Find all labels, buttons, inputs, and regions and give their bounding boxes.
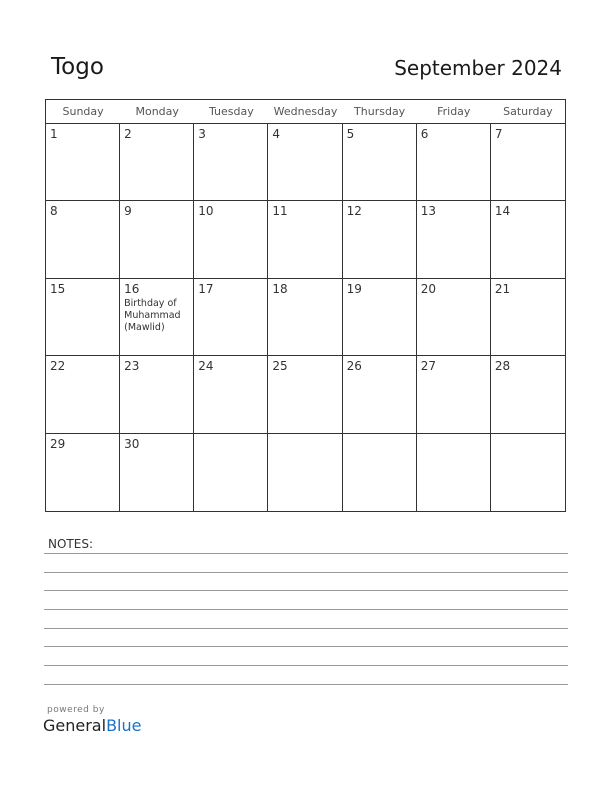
day-cell	[194, 201, 268, 278]
weekday-header: Monday	[120, 100, 194, 124]
day-cell	[343, 201, 417, 278]
day-cell	[268, 356, 342, 433]
day-number: 11	[272, 204, 288, 219]
day-cell	[46, 124, 120, 201]
day-number: 25	[272, 359, 288, 374]
day-cell	[194, 434, 268, 511]
day-number: 7	[494, 127, 503, 141]
weekday-header: Wednesday	[268, 100, 342, 124]
day-cell	[194, 124, 268, 201]
day-cell	[491, 356, 565, 433]
logo-blue: Blue	[106, 716, 142, 735]
day-number: 10	[198, 204, 214, 219]
note-line	[44, 590, 568, 591]
day-cell	[417, 279, 491, 356]
weekday-header: Saturday	[491, 100, 565, 124]
day-cell	[46, 434, 120, 511]
day-number: 14	[494, 204, 511, 219]
day-cell	[194, 279, 268, 356]
day-number: 15	[50, 281, 66, 296]
notes-label: NOTES:	[48, 537, 93, 551]
day-number: 22	[50, 359, 66, 374]
day-cell	[120, 124, 194, 201]
day-number: 27	[420, 359, 436, 374]
weekday-header: Friday	[417, 100, 491, 124]
day-number: 9	[124, 204, 132, 219]
day-cell	[417, 124, 491, 201]
note-line	[44, 646, 568, 647]
holiday-event: Birthday of Muhammad (Mawlid)	[124, 297, 181, 333]
day-number: 21	[494, 281, 511, 296]
day-cell	[417, 434, 491, 511]
day-number: 30	[124, 436, 140, 451]
note-line	[44, 609, 568, 610]
weekday-header: Sunday	[46, 100, 120, 124]
day-number: 23	[124, 359, 140, 374]
day-number: 28	[494, 359, 511, 374]
day-cell	[46, 356, 120, 433]
day-number: 8	[50, 204, 58, 219]
day-number: 24	[198, 359, 214, 374]
day-number: 4	[272, 127, 281, 141]
note-line	[44, 628, 568, 629]
month-year-title: September 2024	[394, 56, 562, 80]
day-number: 5	[346, 127, 355, 141]
day-number: 1	[50, 127, 58, 141]
day-number: 3	[198, 127, 206, 141]
day-cell	[194, 356, 268, 433]
note-line	[44, 665, 568, 666]
day-number: 20	[420, 281, 436, 296]
note-line	[44, 572, 568, 573]
day-number: 6	[420, 127, 429, 141]
day-number: 19	[346, 281, 362, 296]
day-cell	[46, 201, 120, 278]
day-number: 13	[420, 204, 436, 219]
calendar-grid	[45, 99, 566, 512]
day-number: 16	[124, 281, 140, 296]
day-cell	[46, 279, 120, 356]
generalblue-logo	[43, 716, 141, 735]
day-cell	[343, 279, 417, 356]
day-number: 2	[124, 127, 132, 141]
day-cell	[120, 279, 194, 356]
day-cell	[268, 279, 342, 356]
day-cell	[491, 279, 565, 356]
day-cell	[120, 201, 194, 278]
powered-by-text: powered by	[47, 705, 105, 715]
weekday-header: Thursday	[343, 100, 417, 124]
day-cell	[343, 124, 417, 201]
day-number: 18	[272, 281, 288, 296]
day-number: 29	[50, 436, 66, 451]
day-cell	[268, 201, 342, 278]
day-cell	[417, 356, 491, 433]
day-number: 12	[346, 204, 362, 219]
day-number: 26	[346, 359, 362, 374]
weekday-header: Tuesday	[194, 100, 268, 124]
country-title: Togo	[51, 54, 104, 80]
day-number: 17	[198, 281, 214, 296]
note-line	[44, 553, 568, 554]
day-cell	[343, 356, 417, 433]
day-cell	[120, 356, 194, 433]
day-cell	[343, 434, 417, 511]
day-cell	[417, 201, 491, 278]
day-cell	[268, 434, 342, 511]
day-cell	[491, 124, 565, 201]
note-line	[44, 684, 568, 685]
logo-general: General	[43, 716, 107, 735]
day-cell	[120, 434, 194, 511]
day-cell	[268, 124, 342, 201]
day-cell	[491, 201, 565, 278]
day-cell	[491, 434, 565, 511]
